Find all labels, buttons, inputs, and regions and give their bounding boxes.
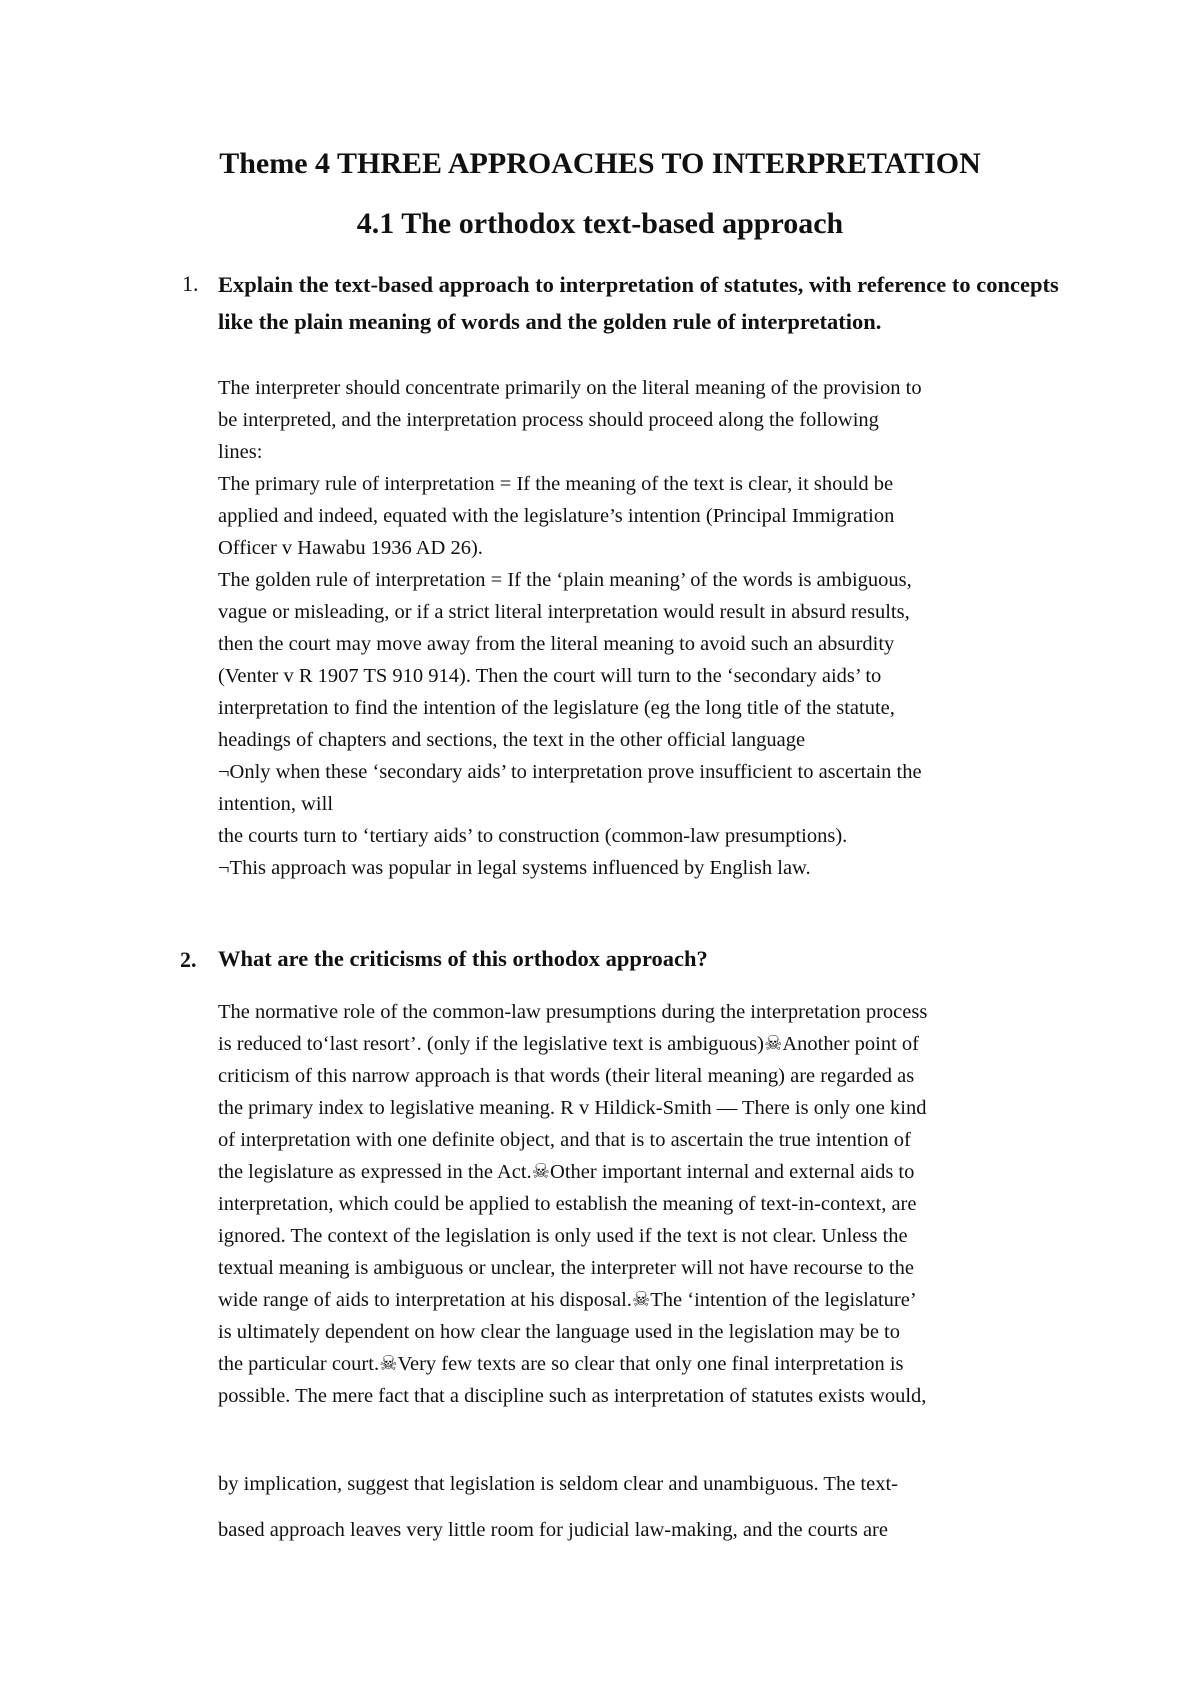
q1-line: The golden rule of interpretation = If the ‘plain meaning’ of the words is ambiguous, [218,569,912,591]
question-1-heading: Explain the text-based approach to interpretation of statutes, with reference to concepts like the plain meaning of words and the golden rule of interpretation. [218,272,1059,334]
q2-line: criticism of this narrow approach is that words (their literal meaning) are regarded as [218,1065,915,1087]
q1-line: interpretation to find the intention of the legislature (eg the long title of the statute, [218,697,895,719]
q2-line: ignored. The context of the legislation is only used if the text is not clear. Unless the [218,1225,908,1247]
q1-line: (Venter v R 1907 TS 910 914). Then the court will turn to the ‘secondary aids’ to [218,665,882,687]
q1-line: applied and indeed, equated with the legislature’s intention (Principal Immigration [218,505,895,527]
q1-line: The interpreter should concentrate primarily on the literal meaning of the provision to [218,377,922,399]
q2-line: possible. The mere fact that a discipline such as interpretation of statutes exists would, [218,1385,927,1407]
q1-line: Officer v Hawabu 1936 AD 26). [218,537,483,559]
q1-line: intention, will [218,793,334,815]
question-1-number: 1. [182,271,199,296]
q1-line: the courts turn to ‘tertiary aids’ to construction (common-law presumptions). [218,825,848,847]
q2-continuation-line: based approach leaves very little room for judicial law-making, and the courts are [218,1519,888,1541]
q1-line: then the court may move away from the literal meaning to avoid such an absurdity [218,633,895,655]
q2-line: wide range of aids to interpretation at his disposal.☠The ‘intention of the legislature’ [218,1289,917,1311]
q1-line: ¬This approach was popular in legal systems influenced by English law. [218,857,811,879]
q2-line: is reduced to‘last resort’. (only if the legislative text is ambiguous)☠Another point of [218,1033,919,1055]
q2-line: The normative role of the common-law presumptions during the interpretation process [218,1001,928,1023]
q2-line: the particular court.☠Very few texts are so clear that only one final interpretation is [218,1353,904,1375]
section-subtitle: 4.1 The orthodox text-based approach [356,207,844,240]
q2-line: textual meaning is ambiguous or unclear, the interpreter will not have recourse to the [218,1257,914,1279]
q2-continuation-line: by implication, suggest that legislation is seldom clear and unambiguous. The text- [218,1473,898,1495]
q2-line: the legislature as expressed in the Act.☠Other important internal and external aids to [218,1161,915,1183]
q2-line: interpretation, which could be applied to establish the meaning of text-in-context, are [218,1193,917,1215]
q2-line: the primary index to legislative meaning. R v Hildick-Smith — There is only one kind [218,1097,927,1119]
q1-line: The primary rule of interpretation = If the meaning of the text is clear, it should be [218,473,894,495]
q1-line: headings of chapters and sections, the text in the other official language [218,729,806,751]
document-title: Theme 4 THREE APPROACHES TO INTERPRETATION [219,147,981,180]
question-2-heading: What are the criticisms of this orthodox approach? [218,946,708,971]
q2-line: is ultimately dependent on how clear the language used in the legislation may be to [218,1321,901,1343]
q1-line: ¬Only when these ‘secondary aids’ to interpretation prove insufficient to ascertain the [218,761,922,783]
q1-line: lines: [218,441,263,463]
q1-line: be interpreted, and the interpretation process should proceed along the following [218,409,879,431]
q2-line: of interpretation with one definite object, and that is to ascertain the true intention of [218,1129,911,1151]
q1-line: vague or misleading, or if a strict literal interpretation would result in absurd results, [218,601,910,623]
question-2-number: 2. [180,947,197,972]
